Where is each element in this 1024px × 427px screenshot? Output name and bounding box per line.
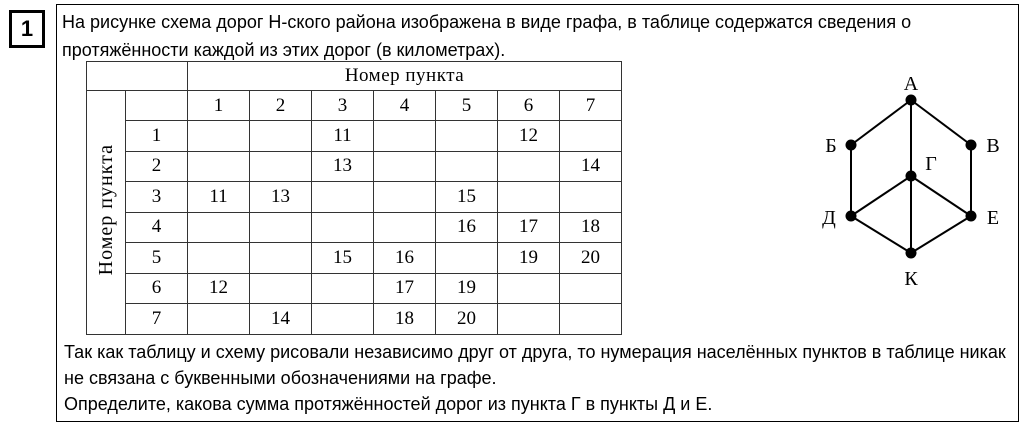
edge-G-E [911, 176, 971, 216]
table-row [87, 121, 622, 152]
vertex-D [846, 211, 857, 222]
vertex-G [906, 171, 917, 182]
column-numbers-row [87, 91, 622, 121]
row-number: 5 [126, 243, 188, 274]
table-cell [188, 304, 250, 335]
table-cell [312, 273, 374, 304]
label-K: К [904, 268, 918, 290]
table-cell [250, 151, 312, 182]
table-cell: 18 [560, 212, 622, 243]
table-row [87, 151, 622, 182]
table-cell: 15 [312, 243, 374, 274]
empty-header-cell [126, 91, 188, 121]
row-header-text: Номер пункта [94, 143, 117, 275]
task-intro-text: На рисунке схема дорог Н-ского района изображена в виде графа, в таблице содержатся сведения о протяжённости каждой из этих дорог (в километрах). [62, 12, 912, 60]
table-cell: 12 [498, 121, 560, 152]
table-cell [498, 182, 560, 213]
table-cell: 11 [312, 121, 374, 152]
task-number: 1 [9, 10, 45, 48]
table-cell [312, 182, 374, 213]
table-row [87, 212, 622, 243]
table-cell [560, 121, 622, 152]
label-D: Д [822, 207, 836, 229]
table-cell [498, 273, 560, 304]
column-number: 3 [312, 91, 374, 121]
table-row [87, 182, 622, 213]
vertex-A [906, 95, 917, 106]
table-cell: 14 [250, 304, 312, 335]
table-row [87, 273, 622, 304]
vertex-K [906, 248, 917, 259]
table-cell [250, 243, 312, 274]
table-cell [188, 151, 250, 182]
table-cell [312, 212, 374, 243]
table-cell [374, 212, 436, 243]
table-cell [436, 121, 498, 152]
table-row [87, 243, 622, 274]
column-number: 4 [374, 91, 436, 121]
label-E: Е [986, 207, 1000, 229]
table-cell [498, 304, 560, 335]
note-text: Так как таблицу и схему рисовали независимо друг от друга, то нумерация населённых пунктов в таблице никак не связана с буквенными обозначениями на графе. [64, 342, 1006, 388]
table-cell: 20 [436, 304, 498, 335]
edge-E-K [911, 216, 971, 253]
table-cell: 17 [374, 273, 436, 304]
row-number: 3 [126, 182, 188, 213]
table-cell [250, 121, 312, 152]
table-cell [188, 243, 250, 274]
table-cell [498, 151, 560, 182]
table-cell: 16 [436, 212, 498, 243]
row-number: 2 [126, 151, 188, 182]
table-cell [188, 212, 250, 243]
column-number: 5 [436, 91, 498, 121]
table-cell: 13 [312, 151, 374, 182]
table-corner [87, 62, 188, 91]
vertex-E [966, 211, 977, 222]
label-A: А [903, 73, 919, 95]
edge-G-D [851, 176, 911, 216]
table-cell: 13 [250, 182, 312, 213]
table-cell [374, 121, 436, 152]
table-cell [374, 151, 436, 182]
label-G: Г [925, 153, 937, 175]
table-cell: 17 [498, 212, 560, 243]
table-cell: 16 [374, 243, 436, 274]
edge-A-V [911, 100, 971, 145]
vertex-B [846, 140, 857, 151]
column-header: Номер пункта [188, 62, 622, 91]
table-cell: 19 [498, 243, 560, 274]
table-cell [560, 304, 622, 335]
question-text: Определите, какова сумма протяжённостей дорог из пункта Г в пункты Д и Е. [64, 394, 713, 414]
table-cell: 11 [188, 182, 250, 213]
row-number: 6 [126, 273, 188, 304]
row-number: 7 [126, 304, 188, 335]
distance-table [86, 61, 622, 335]
table-cell [436, 243, 498, 274]
label-B: Б [825, 135, 837, 157]
table-cell: 19 [436, 273, 498, 304]
table-cell: 15 [436, 182, 498, 213]
vertex-V [966, 140, 977, 151]
label-V: В [986, 135, 1000, 157]
table-cell [374, 182, 436, 213]
task-question [64, 339, 1014, 417]
table-cell [312, 304, 374, 335]
table-cell [188, 121, 250, 152]
row-number: 4 [126, 212, 188, 243]
edge-D-K [851, 216, 911, 253]
column-number: 7 [560, 91, 622, 121]
edge-A-B [851, 100, 911, 145]
table-cell: 18 [374, 304, 436, 335]
table-cell [250, 273, 312, 304]
table-cell [560, 273, 622, 304]
table-cell [436, 151, 498, 182]
table-cell: 14 [560, 151, 622, 182]
road-graph [800, 60, 1020, 300]
table-row [87, 304, 622, 335]
table-cell [560, 182, 622, 213]
table-cell: 20 [560, 243, 622, 274]
row-number: 1 [126, 121, 188, 152]
table-cell: 12 [188, 273, 250, 304]
column-number: 6 [498, 91, 560, 121]
column-number: 1 [188, 91, 250, 121]
column-number: 2 [250, 91, 312, 121]
row-header [87, 91, 126, 335]
table-cell [250, 212, 312, 243]
